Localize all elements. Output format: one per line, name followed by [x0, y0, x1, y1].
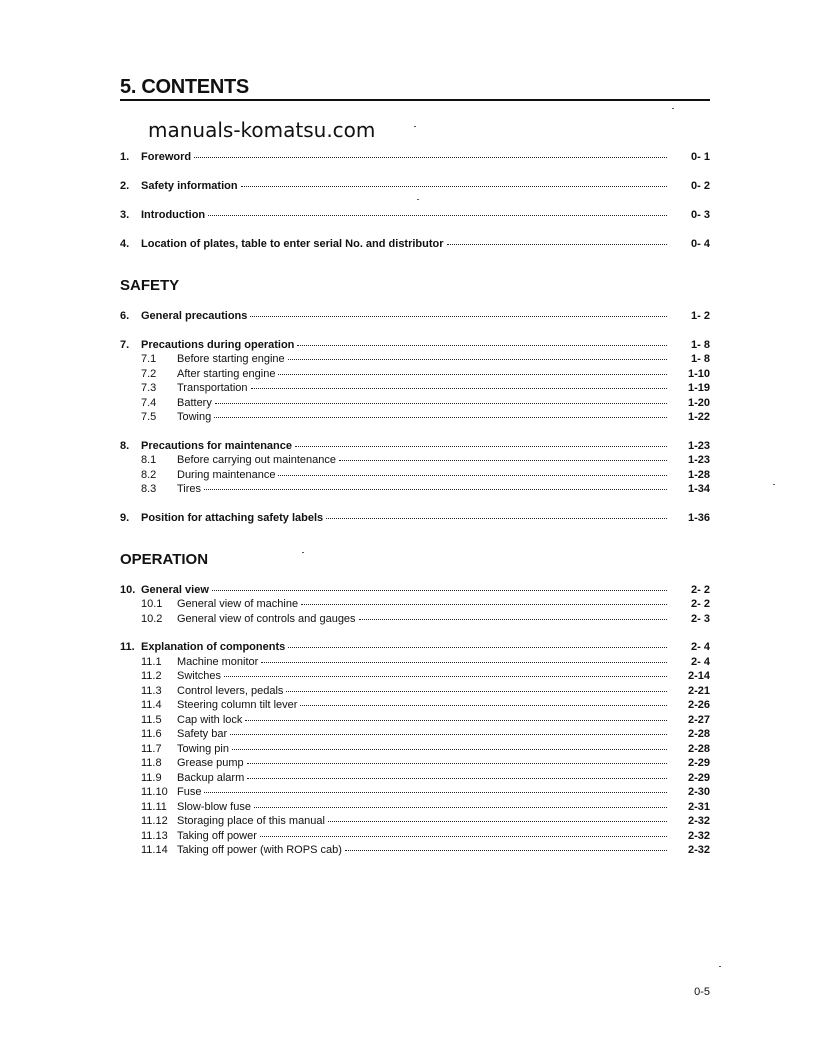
dot-leader	[204, 791, 667, 793]
toc-entry-page: 2-32	[687, 844, 710, 856]
toc-entry	[120, 309, 710, 324]
dot-leader	[278, 474, 667, 476]
toc-entry-number: 11.7	[141, 743, 162, 755]
dot-leader	[260, 835, 667, 837]
toc-entry-label: Slow-blow fuse	[177, 801, 251, 813]
toc-entry-page: 2- 3	[691, 613, 710, 625]
page-title: 5. CONTENTS	[120, 76, 249, 98]
toc-entry-label: Tires	[177, 483, 202, 495]
title-underline	[120, 99, 710, 101]
toc-entry-page: 2-31	[687, 801, 710, 813]
toc-subentry	[120, 367, 710, 382]
toc-entry-label: Transportation	[177, 382, 248, 394]
dot-leader	[328, 820, 667, 822]
toc-entry-number: 11.	[120, 641, 135, 653]
toc-entry-page: 0- 1	[691, 151, 710, 163]
dot-leader	[245, 719, 667, 721]
dot-leader	[254, 806, 667, 808]
toc-entry-number: 8.3	[141, 483, 157, 495]
toc-subentry	[120, 396, 710, 411]
toc-entry-number: 10.	[120, 584, 136, 596]
toc-entry-page: 2-29	[687, 772, 710, 784]
dot-leader	[212, 589, 667, 591]
toc-subentry	[120, 771, 710, 786]
toc-entry-page: 1-22	[687, 411, 710, 423]
toc-entry-number: 11.4	[141, 699, 162, 711]
toc-subentry	[120, 684, 710, 699]
toc-subentry	[120, 713, 710, 728]
toc-entry-page: 0- 3	[691, 209, 710, 221]
toc-entry-page: 1-34	[687, 483, 710, 495]
toc-entry-label: General view	[141, 584, 209, 596]
toc-entry-number: 11.8	[141, 757, 162, 769]
scan-speck	[719, 966, 721, 967]
toc-entry-page: 0- 2	[691, 180, 710, 192]
toc-entry-page: 2- 2	[691, 584, 710, 596]
toc-entry-number: 11.2	[141, 670, 162, 682]
toc-entry-label: Grease pump	[177, 757, 244, 769]
dot-leader	[339, 459, 667, 461]
toc-entry	[120, 439, 710, 454]
toc-entry-page: 1-10	[687, 368, 710, 380]
toc-entry-label: After starting engine	[177, 368, 276, 380]
dot-leader	[250, 315, 667, 317]
toc-entry-page: 2-32	[687, 830, 710, 842]
toc-entry-label: Control levers, pedals	[177, 685, 284, 697]
toc-entry-label: Precautions during operation	[141, 339, 295, 351]
toc-entry-page: 2-14	[687, 670, 710, 682]
toc-entry-page: 1- 8	[691, 353, 710, 365]
toc-entry-number: 3.	[120, 209, 130, 221]
section-heading-safety: SAFETY	[120, 277, 180, 294]
toc-entry-label: Fuse	[177, 786, 202, 798]
toc-entry-number: 11.3	[141, 685, 162, 697]
toc-entry-number: 8.2	[141, 469, 157, 481]
toc-entry-label: Position for attaching safety labels	[141, 512, 324, 524]
toc-subentry	[120, 742, 710, 757]
toc-entry	[120, 179, 710, 194]
toc-entry-number: 9.	[120, 512, 130, 524]
toc-subentry	[120, 597, 710, 612]
toc-entry-number: 11.12	[141, 815, 168, 827]
toc-entry-page: 2-21	[687, 685, 710, 697]
dot-leader	[295, 445, 667, 447]
toc-entry-page: 1- 8	[691, 339, 710, 351]
toc-entry-label: Safety bar	[177, 728, 228, 740]
dot-leader	[247, 777, 667, 779]
toc-entry-page: 2-28	[687, 743, 710, 755]
toc-subentry	[120, 829, 710, 844]
scan-speck	[414, 126, 416, 127]
dot-leader	[214, 416, 667, 418]
toc-entry	[120, 150, 710, 165]
toc-entry	[120, 640, 710, 655]
toc-entry-page: 2- 2	[691, 598, 710, 610]
toc-entry-number: 11.6	[141, 728, 162, 740]
toc-entry-number: 7.5	[141, 411, 157, 423]
toc-subentry	[120, 381, 710, 396]
toc-entry-label: Backup alarm	[177, 772, 245, 784]
dot-leader	[297, 344, 667, 346]
toc-subentry	[120, 814, 710, 829]
toc-subentry	[120, 698, 710, 713]
toc-entry	[120, 583, 710, 598]
toc-entry-label: Foreword	[141, 151, 192, 163]
toc-entry-number: 8.1	[141, 454, 157, 466]
toc-entry-label: Before starting engine	[177, 353, 285, 365]
toc-entry-label: Before carrying out maintenance	[177, 454, 336, 466]
toc-subentry	[120, 468, 710, 483]
toc-entry-label: Steering column tilt lever	[177, 699, 298, 711]
dot-leader	[301, 603, 667, 605]
toc-subentry	[120, 843, 710, 858]
dot-leader	[247, 762, 667, 764]
toc-entry-page: 1-28	[687, 469, 710, 481]
toc-entry-label: Cap with lock	[177, 714, 243, 726]
toc-subentry	[120, 785, 710, 800]
dot-leader	[230, 733, 667, 735]
toc-entry-number: 7.	[120, 339, 130, 351]
toc-entry	[120, 338, 710, 353]
toc-entry-page: 2-26	[687, 699, 710, 711]
toc-subentry	[120, 669, 710, 684]
toc-entry-label: Taking off power (with ROPS cab)	[177, 844, 342, 856]
dot-leader	[326, 517, 667, 519]
toc-subentry	[120, 352, 710, 367]
toc-subentry	[120, 800, 710, 815]
dot-leader	[286, 690, 667, 692]
dot-leader	[215, 402, 667, 404]
toc-entry-page: 2-29	[687, 757, 710, 769]
dot-leader	[194, 156, 667, 158]
toc-entry-label: Explanation of components	[141, 641, 286, 653]
dot-leader	[359, 618, 667, 620]
dot-leader	[208, 214, 667, 216]
toc-entry-number: 6.	[120, 310, 130, 322]
toc-subentry	[120, 727, 710, 742]
toc-entry-number: 7.3	[141, 382, 157, 394]
toc-entry-label: Machine monitor	[177, 656, 259, 668]
toc-entry-label: General view of machine	[177, 598, 299, 610]
toc-entry-number: 4.	[120, 238, 130, 250]
toc-entry-label: Towing pin	[177, 743, 229, 755]
toc-entry-number: 7.1	[141, 353, 157, 365]
toc-entry-label: Introduction	[141, 209, 206, 221]
dot-leader	[288, 358, 667, 360]
toc-entry-label: Taking off power	[177, 830, 257, 842]
toc-entry-number: 7.2	[141, 368, 157, 380]
scan-speck	[773, 484, 775, 485]
toc-subentry	[120, 756, 710, 771]
toc-subentry	[120, 453, 710, 468]
toc-subentry	[120, 410, 710, 425]
page-number: 0-5	[694, 986, 710, 998]
dot-leader	[288, 646, 667, 648]
toc-entry-number: 10.1	[141, 598, 163, 610]
toc-entry-page: 2-32	[687, 815, 710, 827]
dot-leader	[251, 387, 667, 389]
toc-entry-label: Location of plates, table to enter serial No. and distributor	[141, 238, 444, 250]
dot-leader	[300, 704, 667, 706]
toc-entry-label: General view of controls and gauges	[177, 613, 356, 625]
toc-entry-page: 1-36	[687, 512, 710, 524]
dot-leader	[204, 488, 667, 490]
toc-subentry	[120, 482, 710, 497]
toc-entry	[120, 208, 710, 223]
watermark-text: manuals-komatsu.com	[148, 118, 376, 142]
toc-entry-number: 8.	[120, 440, 130, 452]
dot-leader	[224, 675, 667, 677]
toc-entry	[120, 511, 710, 526]
toc-entry-page: 1-23	[687, 454, 710, 466]
dot-leader	[241, 185, 667, 187]
toc-entry-page: 1- 2	[691, 310, 710, 322]
dot-leader	[261, 661, 667, 663]
toc-entry-page: 1-19	[687, 382, 710, 394]
toc-entry-page: 1-20	[687, 397, 710, 409]
toc-entry-label: General precautions	[141, 310, 248, 322]
scan-speck	[672, 108, 674, 109]
dot-leader	[345, 849, 667, 851]
toc-entry-label: Switches	[177, 670, 222, 682]
toc-entry-number: 11.9	[141, 772, 162, 784]
toc-entry-number: 10.2	[141, 613, 163, 625]
toc-entry-label: Battery	[177, 397, 212, 409]
toc-entry-number: 11.13	[141, 830, 168, 842]
dot-leader	[447, 243, 667, 245]
toc-entry	[120, 237, 710, 252]
toc-entry-page: 2- 4	[691, 641, 710, 653]
dot-leader	[232, 748, 667, 750]
toc-entry-label: Storaging place of this manual	[177, 815, 325, 827]
toc-entry-page: 2-30	[687, 786, 710, 798]
toc-entry-number: 7.4	[141, 397, 157, 409]
dot-leader	[278, 373, 667, 375]
toc-entry-number: 11.11	[141, 801, 167, 813]
toc-entry-number: 11.14	[141, 844, 168, 856]
toc-entry-page: 1-23	[687, 440, 710, 452]
toc-entry-page: 0- 4	[691, 238, 710, 250]
toc-entry-page: 2- 4	[691, 656, 710, 668]
toc-entry-number: 11.10	[141, 786, 168, 798]
toc-entry-label: During maintenance	[177, 469, 276, 481]
toc-entry-page: 2-27	[687, 714, 710, 726]
toc-subentry	[120, 655, 710, 670]
toc-entry-label: Towing	[177, 411, 212, 423]
section-heading-operation: OPERATION	[120, 551, 209, 568]
toc-entry-page: 2-28	[687, 728, 710, 740]
toc-entry-number: 11.1	[141, 656, 162, 668]
toc-subentry	[120, 612, 710, 627]
toc-entry-number: 11.5	[141, 714, 162, 726]
toc-entry-label: Precautions for maintenance	[141, 440, 292, 452]
scan-speck	[417, 199, 419, 200]
toc-entry-number: 1.	[120, 151, 130, 163]
scan-speck	[302, 552, 304, 553]
toc-entry-label: Safety information	[141, 180, 238, 192]
toc-entry-number: 2.	[120, 180, 130, 192]
